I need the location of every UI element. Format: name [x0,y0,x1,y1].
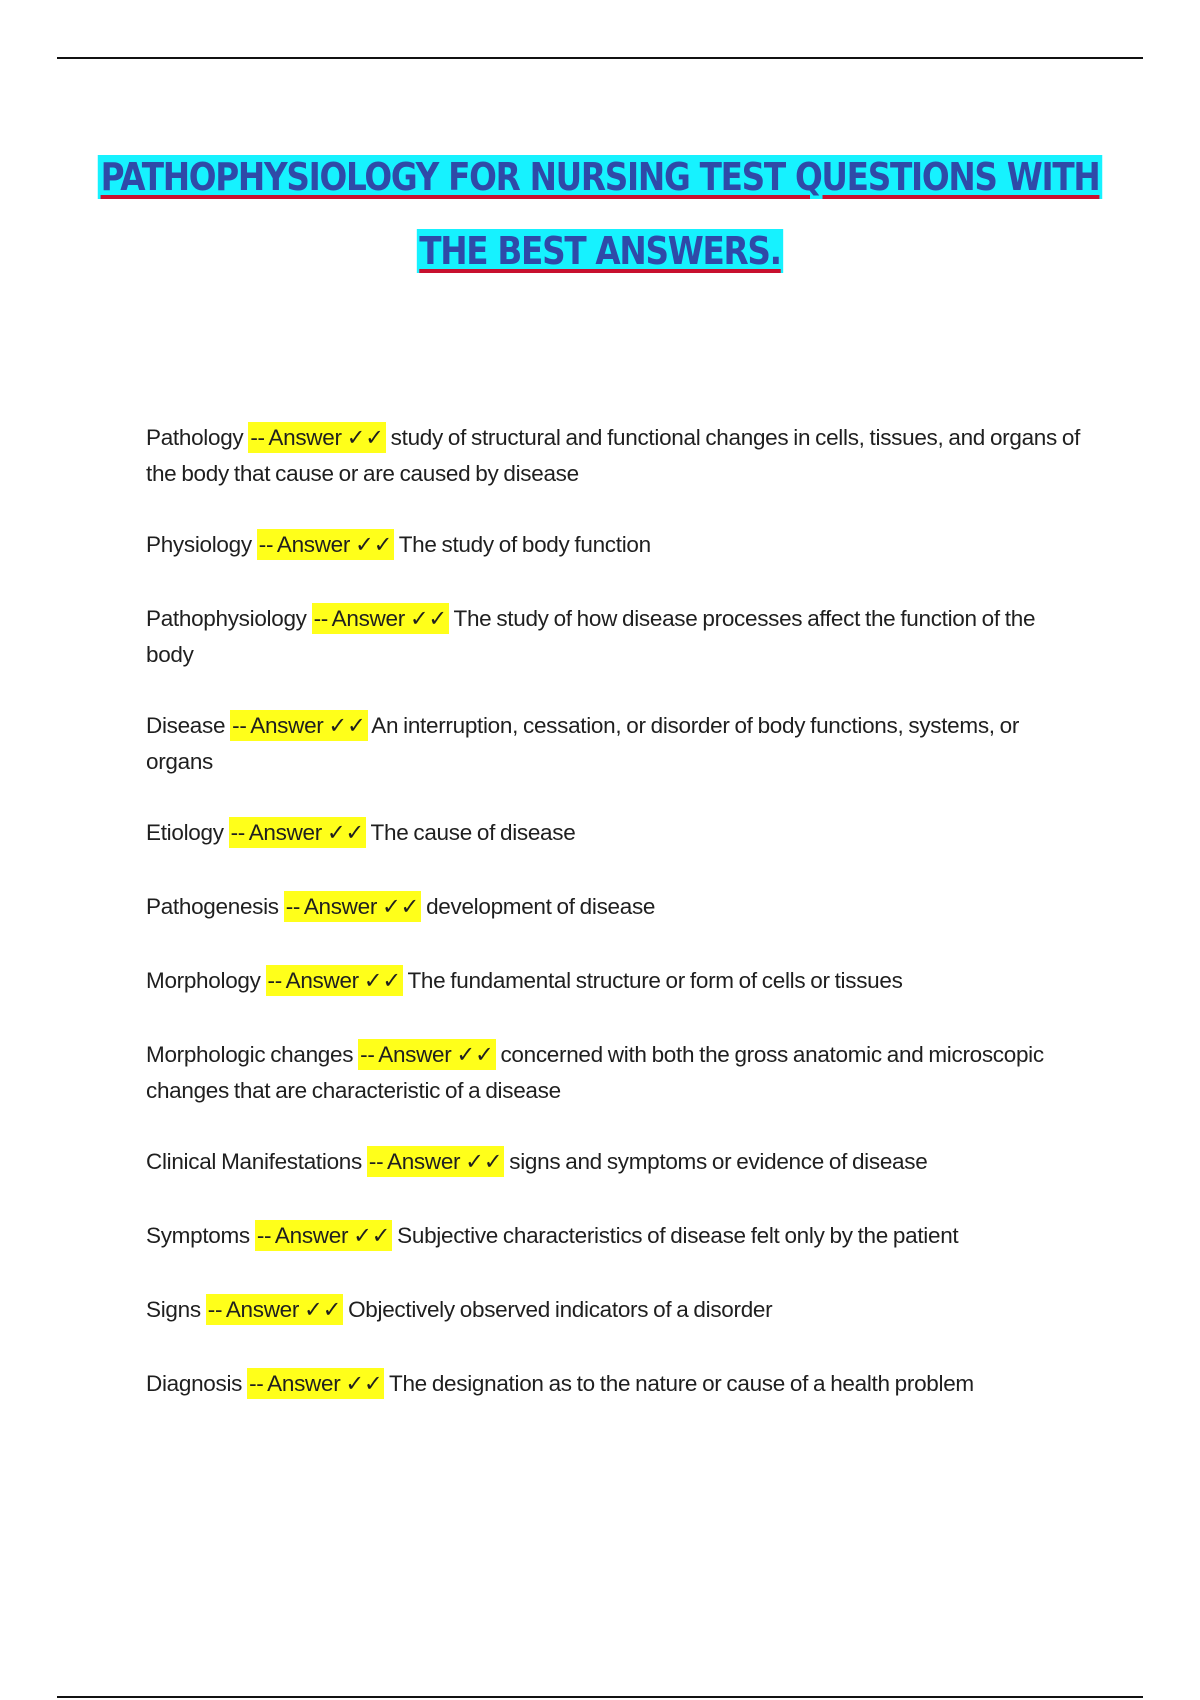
qa-term: Pathogenesis [146,894,279,919]
title-line-2: THE BEST ANSWERS. [417,229,784,273]
qa-item-morphology [146,963,1081,999]
qa-list [146,420,1081,1440]
answer-separator: -- Answer ✓✓ [230,710,367,741]
qa-item-etiology [146,815,1081,851]
qa-term: Diagnosis [146,1371,243,1396]
qa-item-morphologic-changes [146,1037,1081,1109]
qa-item-symptoms [146,1218,1081,1254]
answer-separator: -- Answer ✓✓ [229,817,366,848]
qa-term: Clinical Manifestations [146,1149,362,1174]
answer-separator: -- Answer ✓✓ [367,1146,504,1177]
qa-term: Physiology [146,532,252,557]
qa-term: Signs [146,1297,201,1322]
qa-term: Pathophysiology [146,606,307,631]
answer-separator: -- Answer ✓✓ [358,1039,495,1070]
qa-definition: The designation as to the nature or cause of a health problem [389,1371,974,1396]
qa-definition: An interruption, cessation, or disorder of body functions, systems, or organs [146,713,1020,774]
qa-definition: study of structural and functional changes in cells, tissues, and organs of the body that cause or are caused by disease [146,425,1081,486]
answer-separator: -- Answer ✓✓ [284,891,421,922]
qa-term: Pathology [146,425,244,450]
answer-separator: -- Answer ✓✓ [312,603,449,634]
qa-item-signs [146,1292,1081,1328]
qa-definition: development of disease [426,894,656,919]
answer-separator: -- Answer ✓✓ [257,529,394,560]
qa-definition: concerned with both the gross anatomic and microscopic changes that are characteristic of a disease [146,1042,1044,1103]
qa-item-clinical-manifestations [146,1144,1081,1180]
qa-definition: The study of body function [398,532,651,557]
document-title [84,140,1116,288]
qa-term: Symptoms [146,1223,250,1248]
qa-term: Morphology [146,968,261,993]
answer-separator: -- Answer ✓✓ [255,1220,392,1251]
qa-term: Morphologic changes [146,1042,354,1067]
qa-term: Disease [146,713,226,738]
qa-definition: Subjective characteristics of disease felt only by the patient [397,1223,959,1248]
qa-definition: The cause of disease [370,820,576,845]
bottom-rule [57,1696,1143,1698]
qa-definition: signs and symptoms or evidence of disease [509,1149,928,1174]
qa-item-disease [146,708,1081,780]
qa-item-diagnosis [146,1366,1081,1402]
answer-separator: -- Answer ✓✓ [248,422,385,453]
qa-item-physiology [146,527,1081,563]
qa-definition: The study of how disease processes affect the function of the body [146,606,1036,667]
qa-term: Etiology [146,820,224,845]
qa-item-pathophysiology [146,601,1081,673]
title-line-1: PATHOPHYSIOLOGY FOR NURSING TEST QUESTIONS WITH [98,155,1102,199]
answer-separator: -- Answer ✓✓ [247,1368,384,1399]
qa-item-pathology [146,420,1081,492]
qa-definition: Objectively observed indicators of a disorder [348,1297,773,1322]
answer-separator: -- Answer ✓✓ [206,1294,343,1325]
top-rule [57,57,1143,59]
answer-separator: -- Answer ✓✓ [266,965,403,996]
qa-item-pathogenesis [146,889,1081,925]
qa-definition: The fundamental structure or form of cells or tissues [407,968,903,993]
